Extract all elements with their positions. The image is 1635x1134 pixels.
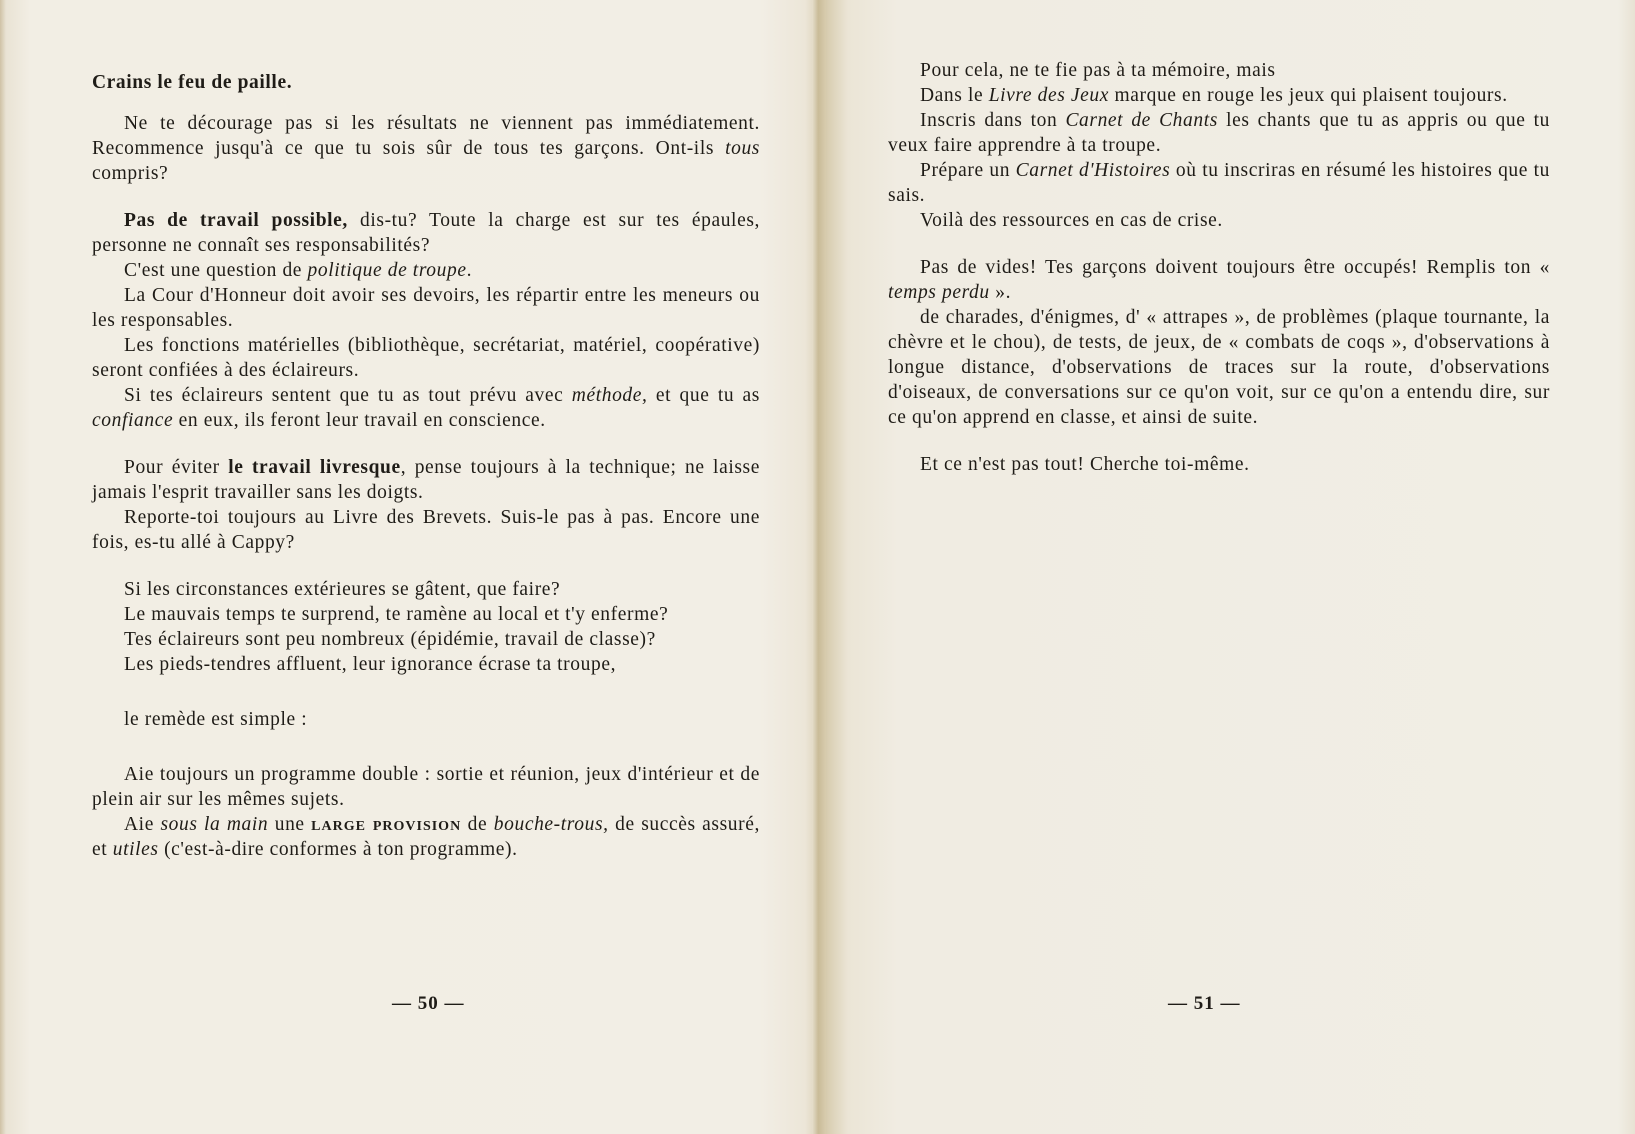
- text-run: Dans le: [920, 85, 989, 106]
- text-run: Ne te décourage pas si les résultats ne viennent pas immédiatement. Recommence jusqu'à ce que tu sois sûr de tous tes garçons. Ont-ils: [92, 113, 760, 159]
- paragraph: [92, 258, 760, 283]
- emphasis: utiles: [112, 839, 159, 860]
- paragraph: Les pieds-tendres affluent, leur ignorance écrase ta troupe,: [124, 654, 617, 675]
- paragraph: [92, 383, 760, 433]
- text-run: et que tu as: [647, 385, 760, 406]
- paragraph: Et ce n'est pas tout! Cherche toi-même.: [920, 454, 1250, 475]
- paragraph: Reporte-toi toujours au Livre des Brevets. Suis-le pas à pas. Encore une fois, es-tu allé à Cappy?: [92, 507, 760, 553]
- paragraph: le remède est simple :: [124, 709, 308, 730]
- paragraph: [92, 812, 760, 862]
- text-run: (c'est-à-dire conformes à ton programme).: [158, 839, 518, 860]
- right-page: [818, 0, 1635, 1134]
- text-run: en eux, ils feront leur travail en conscience.: [173, 410, 546, 431]
- text-run: Si tes éclaireurs sentent que tu as tout prévu avec: [124, 385, 572, 406]
- paragraph: [92, 208, 760, 258]
- text-run: où tu inscriras en résumé les histoires que tu sais.: [888, 160, 1550, 206]
- section-heading: Crains le feu de paille.: [92, 72, 293, 93]
- text-run: marque en rouge les jeux qui plaisent toujours.: [1109, 85, 1508, 106]
- paragraph: Si les circonstances extérieures se gâtent, que faire?: [124, 579, 561, 600]
- book-spine: [812, 0, 826, 1134]
- paragraph: Voilà des ressources en cas de crise.: [920, 210, 1223, 231]
- paragraph: [92, 455, 760, 505]
- text-run: compris?: [92, 163, 169, 184]
- text-run: les chants que tu as appris ou que tu veux faire apprendre à ta troupe.: [888, 110, 1551, 156]
- text-run: Aie: [124, 814, 161, 835]
- text-run: Prépare un: [920, 160, 1016, 181]
- text-run: dis-tu? Toute la charge est sur tes épaules, personne ne connaît ses responsabilités?: [92, 210, 760, 256]
- paragraph: [888, 255, 1550, 305]
- text-run: , pense toujours à la technique; ne laisse jamais l'esprit travailler sans les doigts.: [92, 457, 760, 503]
- right-page-text: [888, 58, 1550, 477]
- paragraph: [888, 158, 1550, 208]
- paragraph: La Cour d'Honneur doit avoir ses devoirs, les répartir entre les meneurs ou les responsables.: [92, 285, 760, 331]
- left-page-text: [92, 70, 760, 862]
- emphasis: bouche-trous,: [493, 814, 609, 835]
- paragraph: de charades, d'énigmes, d' « attrapes », de problèmes (plaque tournante, la chèvre et le chou), de tests, de jeux, de « combats de coqs », d'observations à longue distance, d'observations de traces sur la route, d'observations d'oiseaux, de conversations sur ce qu'on voit, sur ce qu'on a entendu dire, sur ce qu'on apprend en classe, et ainsi de suite.: [888, 307, 1550, 428]
- text-run: Pas de vides! Tes garçons doivent toujours être occupés! Remplis ton «: [920, 257, 1550, 278]
- text-run: C'est une question de: [124, 260, 308, 281]
- page-number: — 51 —: [1168, 993, 1241, 1014]
- text-run: Inscris dans ton: [920, 110, 1066, 131]
- emphasis: Livre des Jeux: [988, 85, 1109, 106]
- emphasis: sous la main: [160, 814, 269, 835]
- text-run: Pour éviter: [124, 457, 229, 478]
- paragraph: [92, 111, 760, 186]
- emphasis: Carnet d'Histoires: [1015, 160, 1171, 181]
- text-run: de succès assuré, et: [92, 814, 760, 860]
- bold-text: le travail livresque: [228, 457, 401, 478]
- paragraph: Tes éclaireurs sont peu nombreux (épidémie, travail de classe)?: [124, 629, 656, 650]
- emphasis: méthode,: [571, 385, 648, 406]
- emphasis: temps perdu: [888, 282, 990, 303]
- page-number: — 50 —: [392, 993, 465, 1014]
- text-run: de: [461, 814, 494, 835]
- text-run: ».: [989, 282, 1012, 303]
- paragraph: Pour cela, ne te fie pas à ta mémoire, mais: [920, 60, 1276, 81]
- paragraph: Aie toujours un programme double : sortie et réunion, jeux d'intérieur et de plein air sur les mêmes sujets.: [92, 764, 760, 810]
- emphasis: politique de troupe: [307, 260, 467, 281]
- emphasis: tous: [725, 138, 760, 159]
- paragraph: Les fonctions matérielles (bibliothèque, secrétariat, matériel, coopérative) seront confiées à des éclaireurs.: [92, 335, 760, 381]
- paragraph: Le mauvais temps te surprend, te ramène au local et t'y enferme?: [124, 604, 669, 625]
- emphasis: confiance: [92, 410, 174, 431]
- text-run: une: [268, 814, 312, 835]
- paragraph: [888, 108, 1550, 158]
- paragraph: [888, 83, 1550, 108]
- small-caps-text: large provision: [311, 814, 462, 835]
- bold-text: Pas de travail possible,: [124, 210, 348, 231]
- text-run: .: [466, 260, 473, 281]
- emphasis: Carnet de Chants: [1065, 110, 1218, 131]
